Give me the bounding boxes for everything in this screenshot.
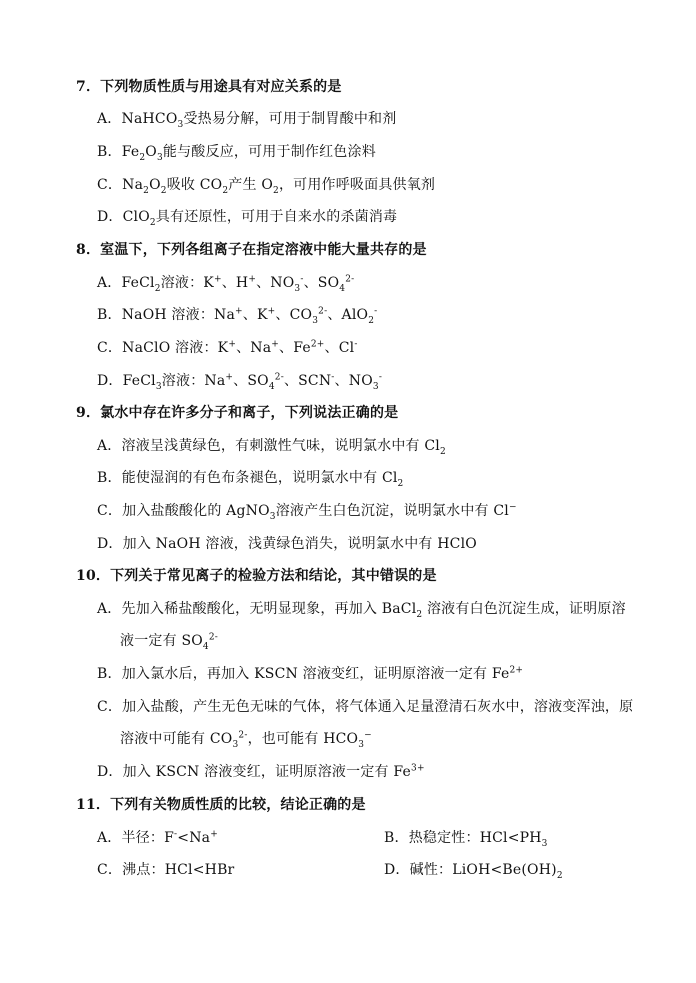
question-9-stem: 9．氯水中存在许多分子和离子，下列说法正确的是 xyxy=(76,405,399,421)
question-9-option-a: A．溶液呈浅黄绿色，有刺激性气味，说明氯水中有 $Cl_2$ xyxy=(97,438,446,457)
question-8-option-b: B．NaOH 溶液：Na+、K+、$CO_3^{2-}$、AlO$_2$- xyxy=(97,306,378,326)
question-7-stem: 7．下列物质性质与用途具有对应关系的是 xyxy=(76,79,342,95)
question-10-stem: 10．下列关于常见离子的检验方法和结论，其中错误的是 xyxy=(76,568,437,584)
question-10-option-c-continued: 溶液中可能有 $CO_3^{2-}$，也可能有 $HCO_3^-$ xyxy=(120,730,372,750)
question-7-option-b: B．$Fe_2O_3$能与酸反应，可用于制作红色涂料 xyxy=(97,144,376,163)
question-11-stem: 11．下列有关物质性质的比较，结论正确的是 xyxy=(76,797,366,813)
question-11-option-a: A．半径：F-<Na+ xyxy=(97,829,218,846)
question-8-stem: 8．室温下，下列各组离子在指定溶液中能大量共存的是 xyxy=(76,242,427,258)
question-8-option-a: A．FeCl$_2$溶液：K+、H+、$NO_3^-$、$SO_4^{2-}$ xyxy=(97,274,355,294)
question-9-option-d: D．加入 NaOH 溶液，浅黄绿色消失，说明氯水中有 HClO xyxy=(97,536,477,552)
question-10-option-a: A．先加入稀盐酸酸化，无明显现象，再加入 BaCl$_2$ 溶液有白色沉淀生成，证明原溶 xyxy=(97,601,626,620)
question-11-option-b: B．热稳定性：$HCl<PH_3$ xyxy=(384,830,548,849)
question-8-option-d: D．FeCl$_3$溶液：Na+、$SO_4^{2-}$、SCN-、$NO_3^-$ xyxy=(97,372,383,392)
question-9-option-c: C．加入盐酸酸化的 AgNO$_3$溶液产生白色沉淀，说明氯水中有 Cl− xyxy=(97,502,517,522)
question-9-option-b: B．能使湿润的有色布条褪色，说明氯水中有 $Cl_2$ xyxy=(97,470,404,489)
question-11-option-c: C．沸点：HCl<HBr xyxy=(97,862,235,878)
question-10-option-c: C．加入盐酸，产生无色无味的气体，将气体通入足量澄清石灰水中，溶液变浑浊，原 xyxy=(97,699,634,715)
question-10-option-a-continued: 液一定有 $SO_4^{2-}$ xyxy=(120,632,219,652)
question-8-option-c: C．NaClO 溶液：K+、Na+、$Fe^{2+}$、Cl- xyxy=(97,339,358,356)
question-11-option-d: D．碱性：$LiOH<Be(OH)_2$ xyxy=(384,862,563,881)
question-7-option-d: D．ClO$_2$具有还原性，可用于自来水的杀菌消毒 xyxy=(97,209,398,228)
question-10-option-d: D．加入 KSCN 溶液变红，证明原溶液一定有 $Fe^{3+}$ xyxy=(97,763,425,780)
question-10-option-b: B．加入氯水后，再加入 KSCN 溶液变红，证明原溶液一定有 $Fe^{2+}$ xyxy=(97,665,524,682)
question-7-option-a: A．NaHCO$_3$受热易分解，可用于制胃酸中和剂 xyxy=(97,111,397,130)
question-7-option-c: C．$Na_2O_2$吸收 $CO_2$产生 $O_2$，可用作呼吸面具供氧剂 xyxy=(97,177,436,196)
